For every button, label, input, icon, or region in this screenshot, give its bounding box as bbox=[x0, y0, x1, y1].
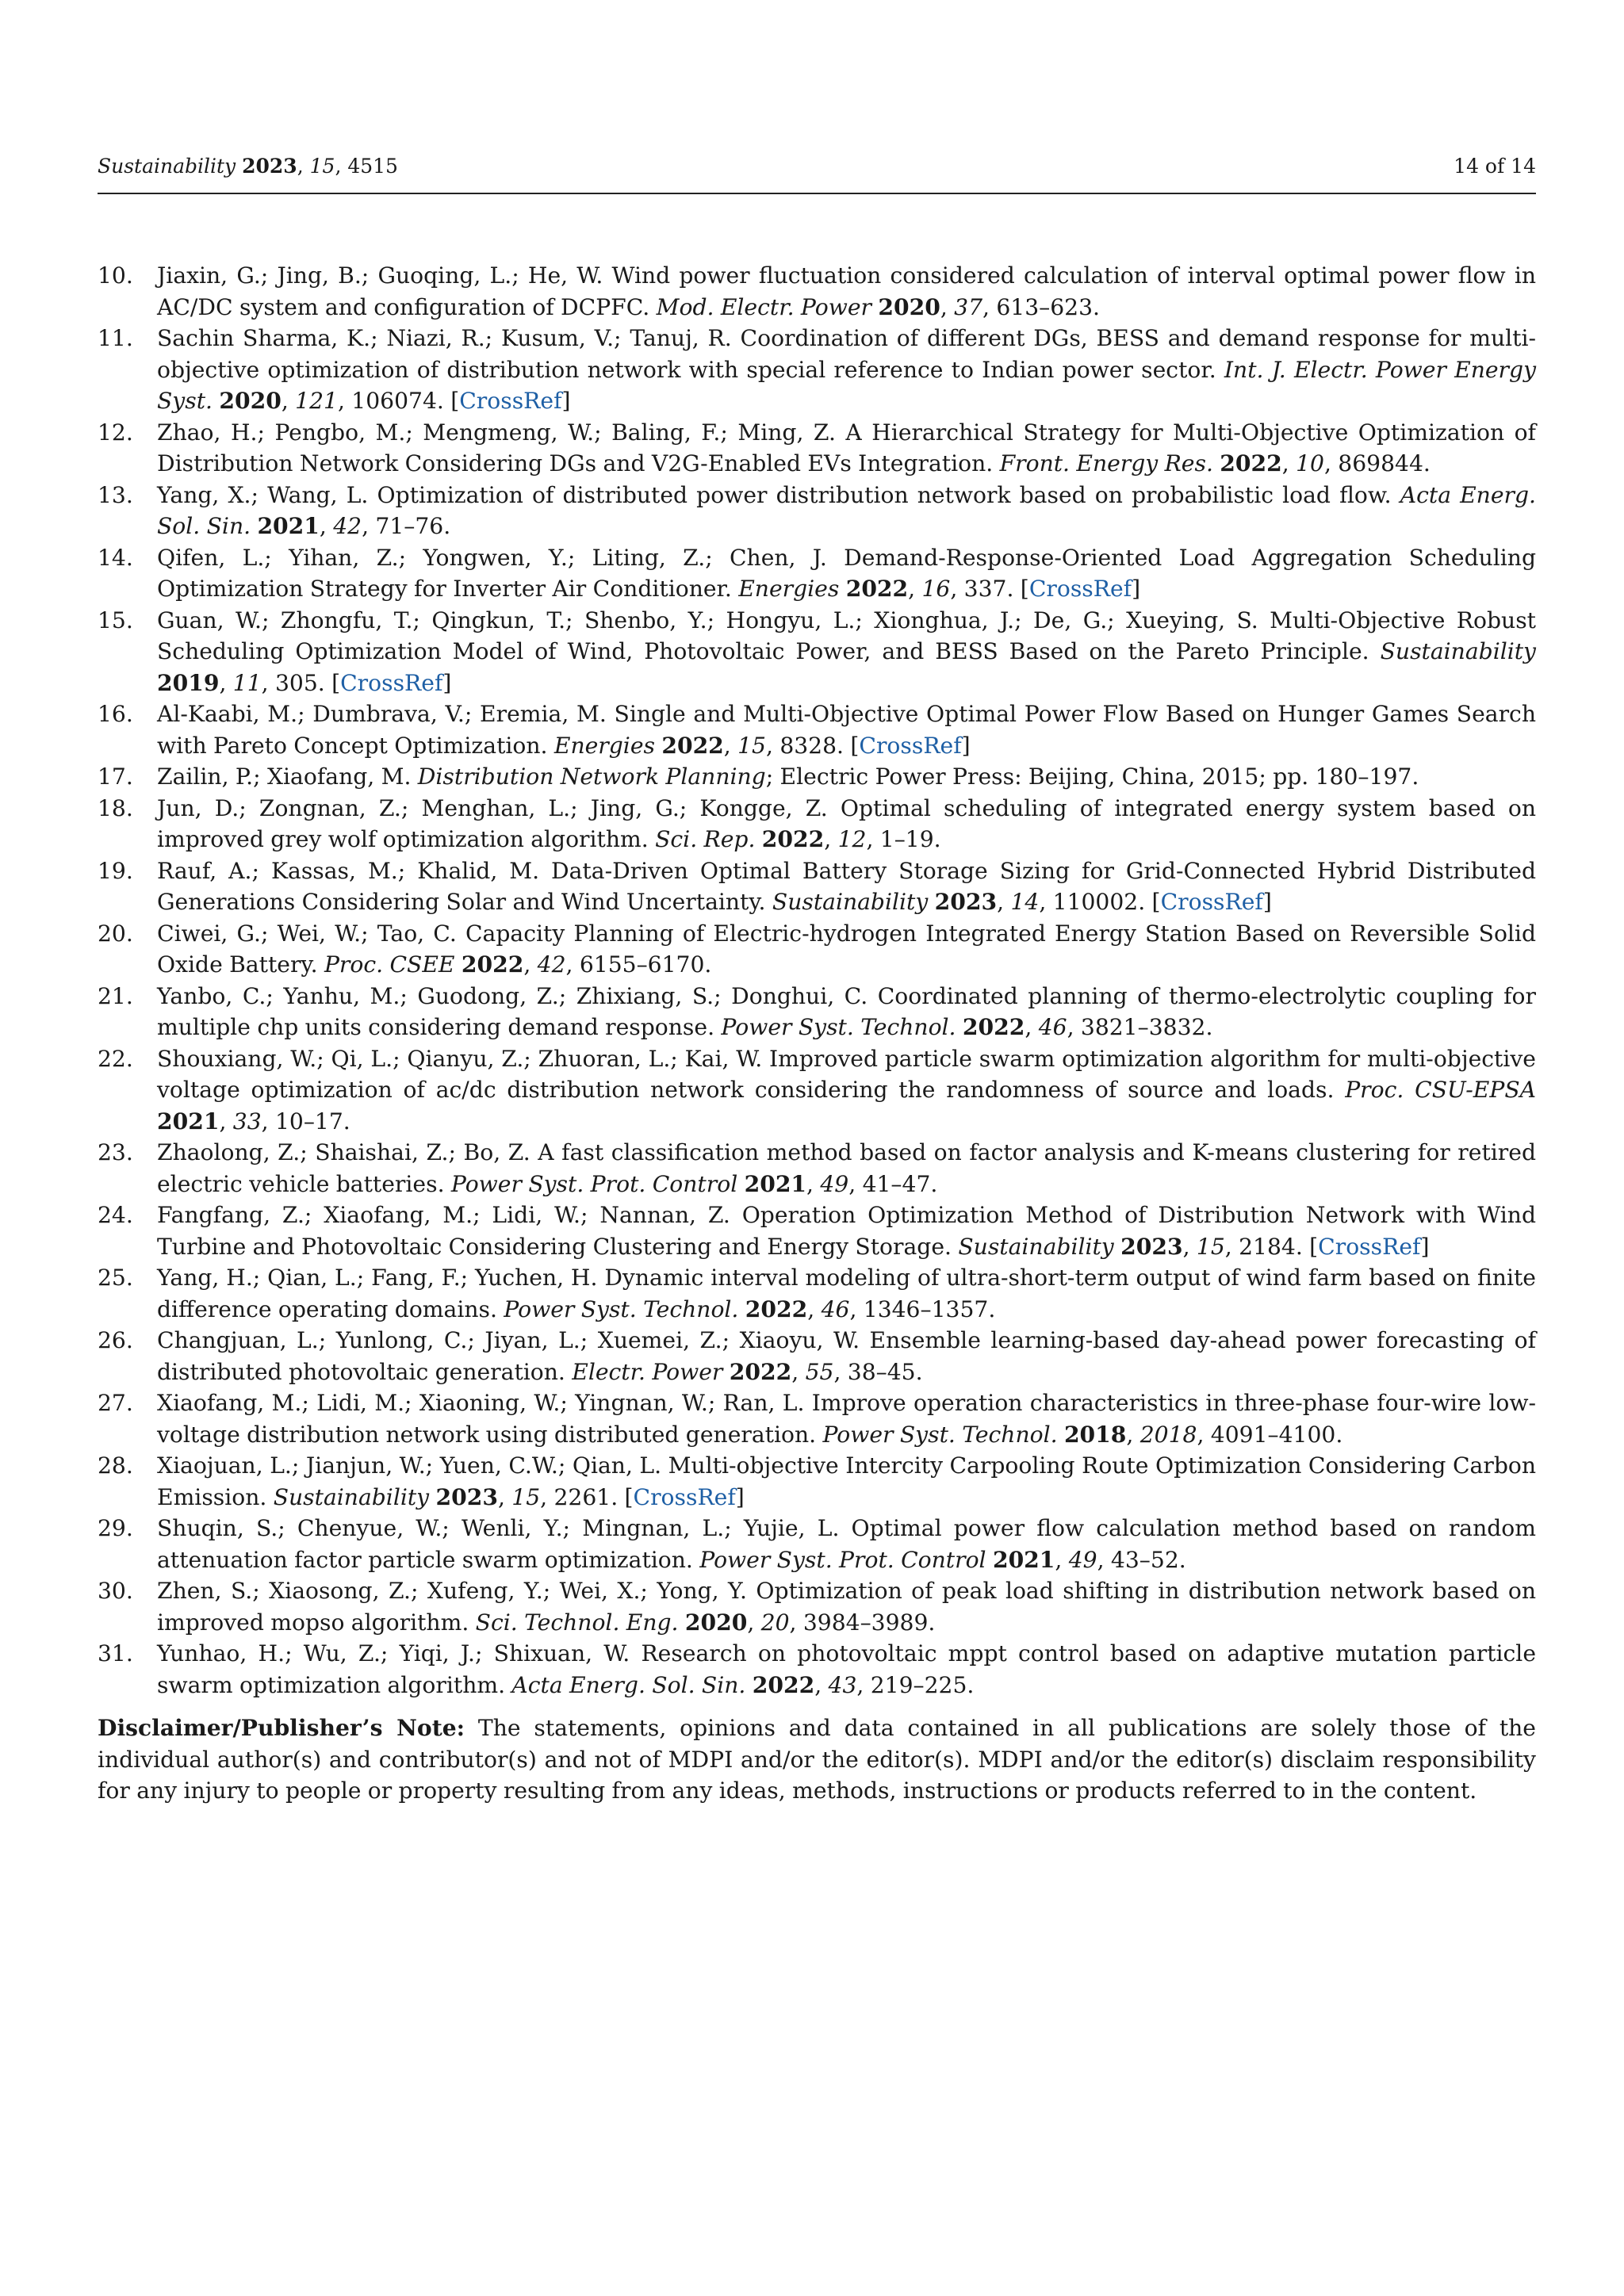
reference-number: 11. bbox=[98, 325, 133, 351]
reference-text: , bbox=[747, 1609, 761, 1636]
reference-number: 24. bbox=[98, 1202, 133, 1228]
reference-italic-text: Power Syst. Technol. bbox=[721, 1014, 956, 1040]
reference-text: , 43–52. bbox=[1097, 1546, 1186, 1573]
reference-text bbox=[755, 826, 761, 852]
reference-text: , 2261. [ bbox=[540, 1483, 634, 1510]
reference-text: Shuqin, S.; Chenyue, W.; Wenli, Y.; Mingnan, L.; Yujie, L. Optimal power flow calculation method based on random attenuation factor particle swarm optimization. bbox=[157, 1515, 1536, 1573]
reference-year: 2022 bbox=[752, 1671, 815, 1698]
journal-name: Sustainability bbox=[98, 155, 236, 178]
reference-item bbox=[98, 542, 1536, 605]
reference-year: 2022 bbox=[661, 732, 724, 759]
reference-year: 2018 bbox=[1063, 1421, 1127, 1448]
reference-item bbox=[98, 605, 1536, 699]
reference-italic-text: Proc. CSU-EPSA bbox=[1345, 1077, 1536, 1103]
reference-text: , 869844. bbox=[1323, 450, 1431, 476]
reference-text: Zhen, S.; Xiaosong, Z.; Xufeng, Y.; Wei, X.; Yong, Y. Optimization of peak load shifting in distribution network based on improved mopso algorithm. bbox=[157, 1578, 1536, 1636]
reference-number: 16. bbox=[98, 701, 133, 727]
reference-year: 2020 bbox=[219, 388, 282, 414]
header-rule bbox=[98, 193, 1536, 194]
reference-text: , bbox=[523, 951, 538, 978]
reference-text: , 41–47. bbox=[848, 1170, 938, 1197]
disclaimer-label: Disclaimer/Publisher’s Note: bbox=[98, 1715, 465, 1742]
reference-italic-text: 16 bbox=[921, 576, 951, 602]
reference-list bbox=[98, 260, 1536, 1701]
reference-number: 21. bbox=[98, 982, 133, 1009]
reference-year: 2022 bbox=[745, 1295, 808, 1322]
reference-italic-text: Sustainability bbox=[273, 1483, 430, 1510]
reference-item bbox=[98, 1262, 1536, 1325]
reference-text: , 3821–3832. bbox=[1067, 1014, 1213, 1040]
reference-text: , bbox=[1281, 450, 1297, 476]
reference-italic-text: 42 bbox=[537, 951, 566, 978]
reference-item bbox=[98, 480, 1536, 542]
reference-text: , bbox=[940, 293, 955, 320]
reference-text: , bbox=[319, 513, 334, 539]
reference-italic-text: Mod. Electr. Power bbox=[656, 293, 871, 320]
crossref-link[interactable]: CrossRef bbox=[1318, 1233, 1421, 1260]
reference-italic-text: Front. Energy Res. bbox=[999, 450, 1213, 476]
reference-number: 31. bbox=[98, 1640, 133, 1667]
reference-text: ] bbox=[1420, 1233, 1430, 1260]
reference-italic-text: Acta Energ. Sol. Sin. bbox=[511, 1671, 746, 1698]
reference-text: ; Electric Power Press: Beijing, China, 2015; pp. 180–197. bbox=[765, 763, 1419, 790]
reference-text: , 10–17. bbox=[261, 1108, 350, 1135]
reference-year: 2022 bbox=[962, 1014, 1025, 1040]
reference-italic-text: 20 bbox=[760, 1609, 790, 1636]
reference-text: , 3984–3989. bbox=[789, 1609, 936, 1636]
reference-text: ] bbox=[735, 1483, 745, 1510]
reference-text: Yang, H.; Qian, L.; Fang, F.; Yuchen, H. Dynamic interval modeling of ultra-short-term output of wind farm based on finite difference operating domains. bbox=[157, 1265, 1536, 1322]
reference-italic-text: 46 bbox=[1038, 1014, 1067, 1040]
reference-number: 22. bbox=[98, 1045, 133, 1072]
reference-italic-text: Sustainability bbox=[1380, 638, 1536, 664]
reference-italic-text: 42 bbox=[333, 513, 362, 539]
reference-italic-text: 49 bbox=[1068, 1546, 1097, 1573]
reference-number: 29. bbox=[98, 1515, 133, 1541]
reference-number: 26. bbox=[98, 1327, 133, 1353]
reference-text: Zhao, H.; Pengbo, M.; Mengmeng, W.; Baling, F.; Ming, Z. A Hierarchical Strategy for Multi-Objective Optimization of Distribution Network Considering DGs and V2G-Enabled EVs Integration. bbox=[157, 419, 1536, 476]
reference-item bbox=[98, 1325, 1536, 1387]
reference-number: 28. bbox=[98, 1452, 133, 1479]
reference-text: Yang, X.; Wang, L. Optimization of distributed power distribution network based on probabilistic load flow. bbox=[157, 481, 1400, 508]
reference-text: , bbox=[1182, 1233, 1197, 1260]
reference-text: , 219–225. bbox=[856, 1671, 975, 1698]
reference-text: , bbox=[791, 1358, 806, 1385]
reference-year: 2022 bbox=[761, 826, 825, 852]
reference-number: 10. bbox=[98, 262, 133, 289]
reference-italic-text: Power Syst. Prot. Control bbox=[699, 1546, 986, 1573]
reference-text bbox=[738, 1296, 745, 1322]
crossref-link[interactable]: CrossRef bbox=[1028, 576, 1132, 602]
reference-year: 2022 bbox=[461, 951, 524, 978]
reference-italic-text: 43 bbox=[828, 1671, 857, 1698]
publisher-disclaimer bbox=[98, 1712, 1536, 1807]
reference-text bbox=[737, 1171, 744, 1197]
reference-text: , 110002. [ bbox=[1039, 889, 1161, 915]
reference-text: , bbox=[281, 388, 296, 414]
reference-year: 2021 bbox=[744, 1170, 807, 1197]
reference-text bbox=[745, 1672, 752, 1698]
reference-item bbox=[98, 1137, 1536, 1200]
reference-text bbox=[928, 889, 934, 915]
reference-text: ] bbox=[442, 669, 452, 696]
reference-italic-text: 10 bbox=[1296, 450, 1324, 476]
reference-text: , 71–76. bbox=[362, 513, 451, 539]
reference-year: 2023 bbox=[435, 1483, 498, 1510]
reference-text: Rauf, A.; Kassas, M.; Khalid, M. Data-Driven Optimal Battery Storage Sizing for Grid-Connected Hybrid Distributed Generations Considering Solar and Wind Uncertainty. bbox=[157, 857, 1536, 915]
reference-item bbox=[98, 1387, 1536, 1450]
reference-text: , 613–623. bbox=[982, 293, 1100, 320]
reference-text bbox=[455, 951, 462, 978]
journal-volume: 15 bbox=[309, 155, 335, 178]
reference-item bbox=[98, 1575, 1536, 1638]
reference-text: , bbox=[997, 889, 1011, 915]
reference-year: 2021 bbox=[992, 1546, 1055, 1573]
reference-text: , bbox=[219, 1108, 233, 1135]
reference-year: 2023 bbox=[1120, 1233, 1183, 1260]
reference-number: 12. bbox=[98, 419, 133, 446]
reference-item bbox=[98, 793, 1536, 855]
reference-text: , bbox=[1126, 1421, 1140, 1448]
reference-text: , 2184. [ bbox=[1224, 1233, 1319, 1260]
reference-year: 2020 bbox=[878, 293, 940, 320]
reference-text: Shouxiang, W.; Qi, L.; Qianyu, Z.; Zhuoran, L.; Kai, W. Improved particle swarm optimization algorithm for multi-objective voltage optimization of ac/dc distribution network considering the randomness of source and loads. bbox=[157, 1045, 1536, 1103]
reference-italic-text: Sci. Technol. Eng. bbox=[475, 1609, 679, 1636]
reference-italic-text: Proc. CSEE bbox=[324, 951, 455, 978]
reference-text: Guan, W.; Zhongfu, T.; Qingkun, T.; Shenbo, Y.; Hongyu, L.; Xionghua, J.; De, G.; Xueying, S. Multi-Objective Robust Scheduling Optimization Model of Wind, Photovoltaic Power, and BESS Based on the Pareto Principle. bbox=[157, 607, 1536, 664]
reference-year: 2020 bbox=[684, 1609, 748, 1636]
reference-italic-text: Power Syst. Technol. bbox=[504, 1295, 739, 1322]
reference-italic-text: Electr. Power bbox=[572, 1358, 723, 1385]
reference-text: Qifen, L.; Yihan, Z.; Yongwen, Y.; Liting, Z.; Chen, J. Demand-Response-Oriented Load Aggregation Scheduling Optimization Strategy for Inverter Air Conditioner. bbox=[157, 544, 1536, 602]
reference-text: Yunhao, H.; Wu, Z.; Yiqi, J.; Shixuan, W. Research on photovoltaic mppt control based on adaptive mutation particle swarm optimization algorithm. bbox=[157, 1640, 1536, 1698]
reference-text: Changjuan, L.; Yunlong, C.; Jiyan, L.; Xuemei, Z.; Xiaoyu, W. Ensemble learning-based day-ahead power forecasting of distributed photovoltaic generation. bbox=[157, 1327, 1536, 1385]
reference-item bbox=[98, 698, 1536, 761]
reference-text: Zailin, P.; Xiaofang, M. bbox=[157, 763, 418, 790]
reference-italic-text: 46 bbox=[821, 1295, 850, 1322]
reference-text: Zhaolong, Z.; Shaishai, Z.; Bo, Z. A fast classification method based on factor analysis and K-means clustering for retired electric vehicle batteries. bbox=[157, 1139, 1536, 1197]
reference-item bbox=[98, 1200, 1536, 1262]
reference-text: Xiaojuan, L.; Jianjun, W.; Yuen, C.W.; Qian, L. Multi-objective Intercity Carpooling Route Optimization Considering Carbon Emission. bbox=[157, 1452, 1536, 1510]
reference-number: 20. bbox=[98, 920, 133, 947]
reference-text: , bbox=[219, 669, 233, 696]
reference-text: , bbox=[908, 576, 922, 602]
journal-year: 2023 bbox=[242, 155, 297, 178]
crossref-link[interactable]: CrossRef bbox=[633, 1483, 736, 1510]
reference-number: 27. bbox=[98, 1390, 133, 1416]
reference-text bbox=[679, 1609, 685, 1636]
reference-number: 25. bbox=[98, 1265, 133, 1291]
reference-text: , 6155–6170. bbox=[565, 951, 712, 978]
reference-italic-text: Sustainability bbox=[772, 889, 929, 915]
reference-item bbox=[98, 1513, 1536, 1575]
reference-number: 18. bbox=[98, 794, 133, 821]
reference-text: , 337. [ bbox=[950, 576, 1029, 602]
reference-number: 30. bbox=[98, 1578, 133, 1604]
reference-text: Ciwei, G.; Wei, W.; Tao, C. Capacity Planning of Electric-hydrogen Integrated Energy Station Based on Reversible Solid Oxide Battery. bbox=[157, 920, 1536, 978]
reference-text: , bbox=[806, 1170, 821, 1197]
crossref-link[interactable]: CrossRef bbox=[459, 388, 562, 414]
reference-text: ] bbox=[561, 388, 571, 414]
reference-text: Sachin Sharma, K.; Niazi, R.; Kusum, V.; Tanuj, R. Coordination of different DGs, BESS and demand response for multi-objective optimization of distribution network with special reference to Indian power sector. bbox=[157, 325, 1536, 383]
reference-text bbox=[986, 1547, 993, 1573]
reference-text: ] bbox=[961, 732, 971, 759]
journal-citation: Sustainability 2023, 15, 4515 bbox=[98, 155, 398, 178]
page-number: 14 of 14 bbox=[1454, 155, 1536, 178]
reference-text: ] bbox=[1262, 889, 1272, 915]
reference-text: Xiaofang, M.; Lidi, M.; Xiaoning, W.; Yingnan, W.; Ran, L. Improve operation characteristics in three-phase four-wire low-voltage distribution network using distributed generation. bbox=[157, 1390, 1536, 1448]
reference-number: 23. bbox=[98, 1139, 133, 1165]
reference-text: , bbox=[723, 732, 738, 759]
reference-italic-text: Power Syst. Prot. Control bbox=[450, 1170, 738, 1197]
running-header bbox=[98, 151, 1536, 182]
reference-item bbox=[98, 918, 1536, 981]
reference-number: 14. bbox=[98, 544, 133, 571]
reference-italic-text: 55 bbox=[805, 1358, 834, 1385]
reference-text: , 1346–1357. bbox=[849, 1295, 996, 1322]
reference-italic-text: Acta Energ. Sol. Sin. bbox=[157, 481, 1536, 539]
crossref-link[interactable]: CrossRef bbox=[340, 669, 443, 696]
reference-text bbox=[722, 1359, 729, 1385]
reference-item bbox=[98, 417, 1536, 480]
reference-italic-text: 15 bbox=[511, 1483, 541, 1510]
reference-item bbox=[98, 1043, 1536, 1138]
reference-item bbox=[98, 981, 1536, 1043]
reference-italic-text: Int. J. Electr. Power Energy Syst. bbox=[157, 356, 1537, 414]
reference-text: Jiaxin, G.; Jing, B.; Guoqing, L.; He, W. Wind power fluctuation considered calculation of interval optimal power flow in AC/DC system and configuration of DCPFC. bbox=[157, 262, 1536, 320]
reference-text: , bbox=[824, 826, 838, 852]
article-number: 4515 bbox=[347, 155, 398, 178]
reference-italic-text: Distribution Network Planning bbox=[417, 763, 766, 790]
reference-text: , 8328. [ bbox=[766, 732, 860, 759]
reference-year: 2019 bbox=[157, 669, 220, 696]
reference-text bbox=[839, 576, 845, 602]
reference-item bbox=[98, 855, 1536, 918]
reference-text: Fangfang, Z.; Xiaofang, M.; Lidi, W.; Nannan, Z. Operation Optimization Method of Distribution Network with Wind Turbine and Photovoltaic Considering Clustering and Energy Storage. bbox=[157, 1202, 1536, 1260]
reference-italic-text: 121 bbox=[295, 388, 338, 414]
reference-year: 2021 bbox=[257, 513, 320, 539]
reference-text: , 305. [ bbox=[261, 669, 341, 696]
reference-text: , bbox=[814, 1671, 829, 1698]
reference-italic-text: 37 bbox=[954, 293, 983, 320]
reference-item bbox=[98, 761, 1536, 793]
reference-item bbox=[98, 1638, 1536, 1701]
reference-number: 17. bbox=[98, 763, 133, 790]
reference-italic-text: Energies bbox=[738, 576, 840, 602]
reference-text: Al-Kaabi, M.; Dumbrava, V.; Eremia, M. Single and Multi-Objective Optimal Power Flow Based on Hunger Games Search with Pareto Concept Optimization. bbox=[157, 701, 1536, 759]
reference-year: 2022 bbox=[845, 576, 909, 602]
reference-italic-text: 14 bbox=[1010, 889, 1040, 915]
reference-text: ] bbox=[1132, 576, 1141, 602]
reference-text: , 1–19. bbox=[866, 826, 941, 852]
reference-year: 2021 bbox=[157, 1108, 220, 1135]
disclaimer-text: The statements, opinions and data contained in all publications are solely those of the individual author(s) and contributor(s) and not of MDPI and/or the editor(s). MDPI and/or the editor(s) disclaim responsibility for any injury to people or property resulting from any ideas, methods, instructions or products referred to in the content. bbox=[98, 1715, 1536, 1804]
crossref-link[interactable]: CrossRef bbox=[1160, 889, 1263, 915]
reference-italic-text: 15 bbox=[1196, 1233, 1225, 1260]
reference-italic-text: 12 bbox=[837, 826, 867, 852]
reference-italic-text: Power Syst. Technol. bbox=[822, 1421, 1058, 1448]
reference-text: , bbox=[1025, 1014, 1039, 1040]
reference-year: 2022 bbox=[1220, 450, 1282, 476]
reference-italic-text: Energies bbox=[553, 732, 655, 759]
reference-text bbox=[956, 1014, 963, 1040]
reference-text bbox=[1114, 1234, 1120, 1260]
reference-text: Jun, D.; Zongnan, Z.; Menghan, L.; Jing, G.; Kongge, Z. Optimal scheduling of integrated energy system based on improved grey wolf optimization algorithm. bbox=[157, 794, 1536, 852]
reference-text: Yanbo, C.; Yanhu, M.; Guodong, Z.; Zhixiang, S.; Donghui, C. Coordinated planning of thermo-electrolytic coupling for multiple chp units considering demand response. bbox=[157, 982, 1536, 1040]
reference-year: 2023 bbox=[934, 889, 998, 915]
reference-text bbox=[1058, 1422, 1064, 1448]
reference-italic-text: 49 bbox=[820, 1170, 849, 1197]
reference-text: , bbox=[497, 1483, 512, 1510]
reference-number: 13. bbox=[98, 481, 133, 508]
reference-item bbox=[98, 323, 1536, 417]
reference-text: , bbox=[807, 1295, 822, 1322]
reference-number: 15. bbox=[98, 607, 133, 633]
reference-italic-text: 15 bbox=[737, 732, 766, 759]
reference-italic-text: Sustainability bbox=[958, 1233, 1114, 1260]
reference-text: , 4091–4100. bbox=[1197, 1421, 1343, 1448]
reference-item bbox=[98, 1450, 1536, 1513]
reference-text: , 106074. [ bbox=[337, 388, 460, 414]
reference-italic-text: Sci. Rep. bbox=[655, 826, 756, 852]
reference-text: , bbox=[1055, 1546, 1069, 1573]
reference-italic-text: 33 bbox=[232, 1108, 262, 1135]
reference-number: 19. bbox=[98, 857, 133, 884]
reference-italic-text: 2018 bbox=[1139, 1421, 1197, 1448]
reference-text: , 38–45. bbox=[833, 1358, 923, 1385]
crossref-link[interactable]: CrossRef bbox=[859, 732, 962, 759]
reference-italic-text: 11 bbox=[232, 669, 262, 696]
reference-item bbox=[98, 260, 1536, 323]
reference-year: 2022 bbox=[729, 1358, 792, 1385]
